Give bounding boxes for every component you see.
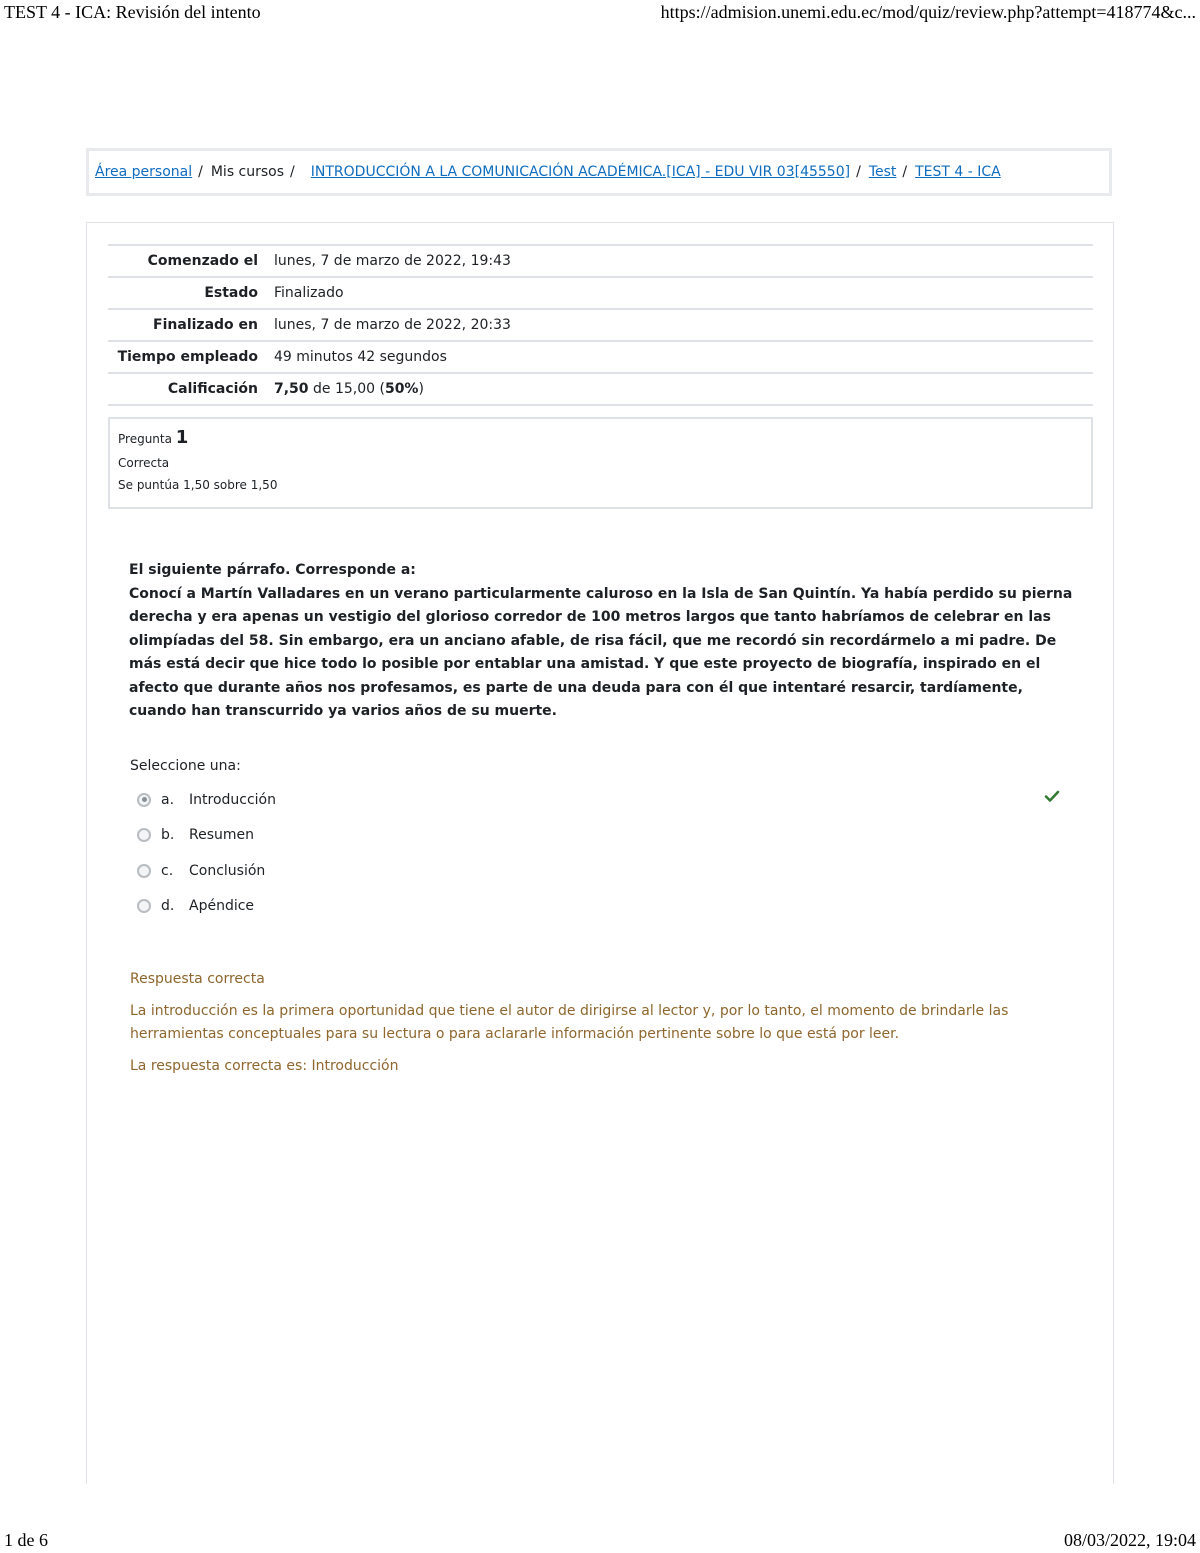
question-label: Pregunta [118,432,172,446]
breadcrumb-area-personal[interactable]: Área personal [95,164,193,180]
radio-unselected[interactable] [137,864,151,878]
summary-label: Estado [204,285,258,301]
breadcrumb-separator: / [198,164,203,180]
summary-row-started [108,245,1093,277]
breadcrumb-separator: / [290,164,295,180]
radio-selected[interactable] [137,793,151,807]
print-header-title: TEST 4 - ICA: Revisión del intento [4,2,261,22]
attempt-summary-table [108,244,1093,406]
summary-label: Finalizado en [153,317,258,333]
check-icon [1044,788,1060,804]
breadcrumb-test[interactable]: Test [868,164,897,180]
summary-label: Tiempo empleado [117,349,258,365]
breadcrumb-separator: / [902,164,908,180]
summary-value [266,373,1093,405]
radio-unselected[interactable] [137,899,151,913]
question-paragraph: Conocí a Martín Valladares en un verano particularmente caluroso en la Isla de San Quintín. Ya había perdido su pierna derecha y era apenas un vestigio del glorioso corredor de 100 metros largos que tanto habríamos de celebrar en las olimpíadas del 58. Sin embargo, era un anciano afable, de risa fácil, que me recordó sin recordármelo a mi padre. De más está decir que hice todo lo posible por entablar una amistad. Y que este proyecto de biografía, inspirado en el afecto que durante años nos profesamos, es parte de una deuda para con él que intentaré resarcir, tardíamente, cuando han transcurrido ya varios años de su muerte. [129,585,1073,719]
summary-value: 49 minutos 42 segundos [274,349,447,365]
question-text [129,559,1079,724]
option-a[interactable] [130,782,1070,818]
option-c[interactable] [130,853,1070,889]
question-info-box [108,417,1093,509]
grade-percent: 50% [384,381,419,397]
answer-prompt: Seleccione una: [130,758,241,774]
option-letter: b. [161,827,175,844]
breadcrumb [86,148,1112,196]
right-answer: La respuesta correcta es: Introducción [130,1058,399,1074]
print-header-url: https://admision.unemi.edu.ec/mod/quiz/review.php?attempt=418774&c... [660,2,1196,22]
grade-score: 7,50 [274,381,309,397]
summary-row-grade [108,373,1093,405]
option-b[interactable] [130,818,1070,854]
radio-unselected[interactable] [137,828,151,842]
option-text: Apéndice [189,898,255,915]
grade-close: ) [418,381,424,397]
summary-value: Finalizado [274,285,344,301]
option-text: Conclusión [189,862,266,879]
feedback-title: Respuesta correcta [130,971,265,987]
summary-value: lunes, 7 de marzo de 2022, 19:43 [274,253,511,269]
feedback-text: La introducción es la primera oportunidad que tiene el autor de dirigirse al lector y, por lo tanto, el momento de brindarle las herramientas conceptuales para su lectura o para aclararle información pertinente sobre lo que está por leer. [130,1003,1009,1042]
option-text: Introducción [189,791,276,808]
breadcrumb-course[interactable]: INTRODUCCIÓN A LA COMUNICACIÓN ACADÉMICA.[ICA] - EDU VIR 03[45550] [310,164,851,180]
print-footer-datetime: 08/03/2022, 19:04 [1063,1530,1196,1550]
breadcrumb-separator: / [856,164,861,180]
option-text: Resumen [189,827,255,844]
option-letter: c. [161,862,174,879]
question-status: Correcta [118,456,170,470]
question-score: Se puntúa 1,50 sobre 1,50 [118,478,278,492]
question-heading: El siguiente párrafo. Corresponde a: [129,562,416,578]
answer-block [130,756,1070,924]
feedback-block [130,968,1030,1087]
summary-label: Comenzado el [147,253,258,269]
option-letter: d. [161,898,175,915]
breadcrumb-mis-cursos: Mis cursos [210,164,285,180]
breadcrumb-test4[interactable]: TEST 4 - ICA [915,164,1001,180]
option-d[interactable] [130,889,1070,925]
summary-row-state [108,277,1093,309]
grade-rest: de 15,00 ( [308,381,385,397]
question-number: 1 [175,427,189,448]
summary-label: Calificación [167,381,258,397]
print-footer-page: 1 de 6 [4,1530,48,1550]
summary-value: lunes, 7 de marzo de 2022, 20:33 [274,317,511,333]
summary-row-time [108,341,1093,373]
option-letter: a. [161,791,175,808]
summary-row-finished [108,309,1093,341]
